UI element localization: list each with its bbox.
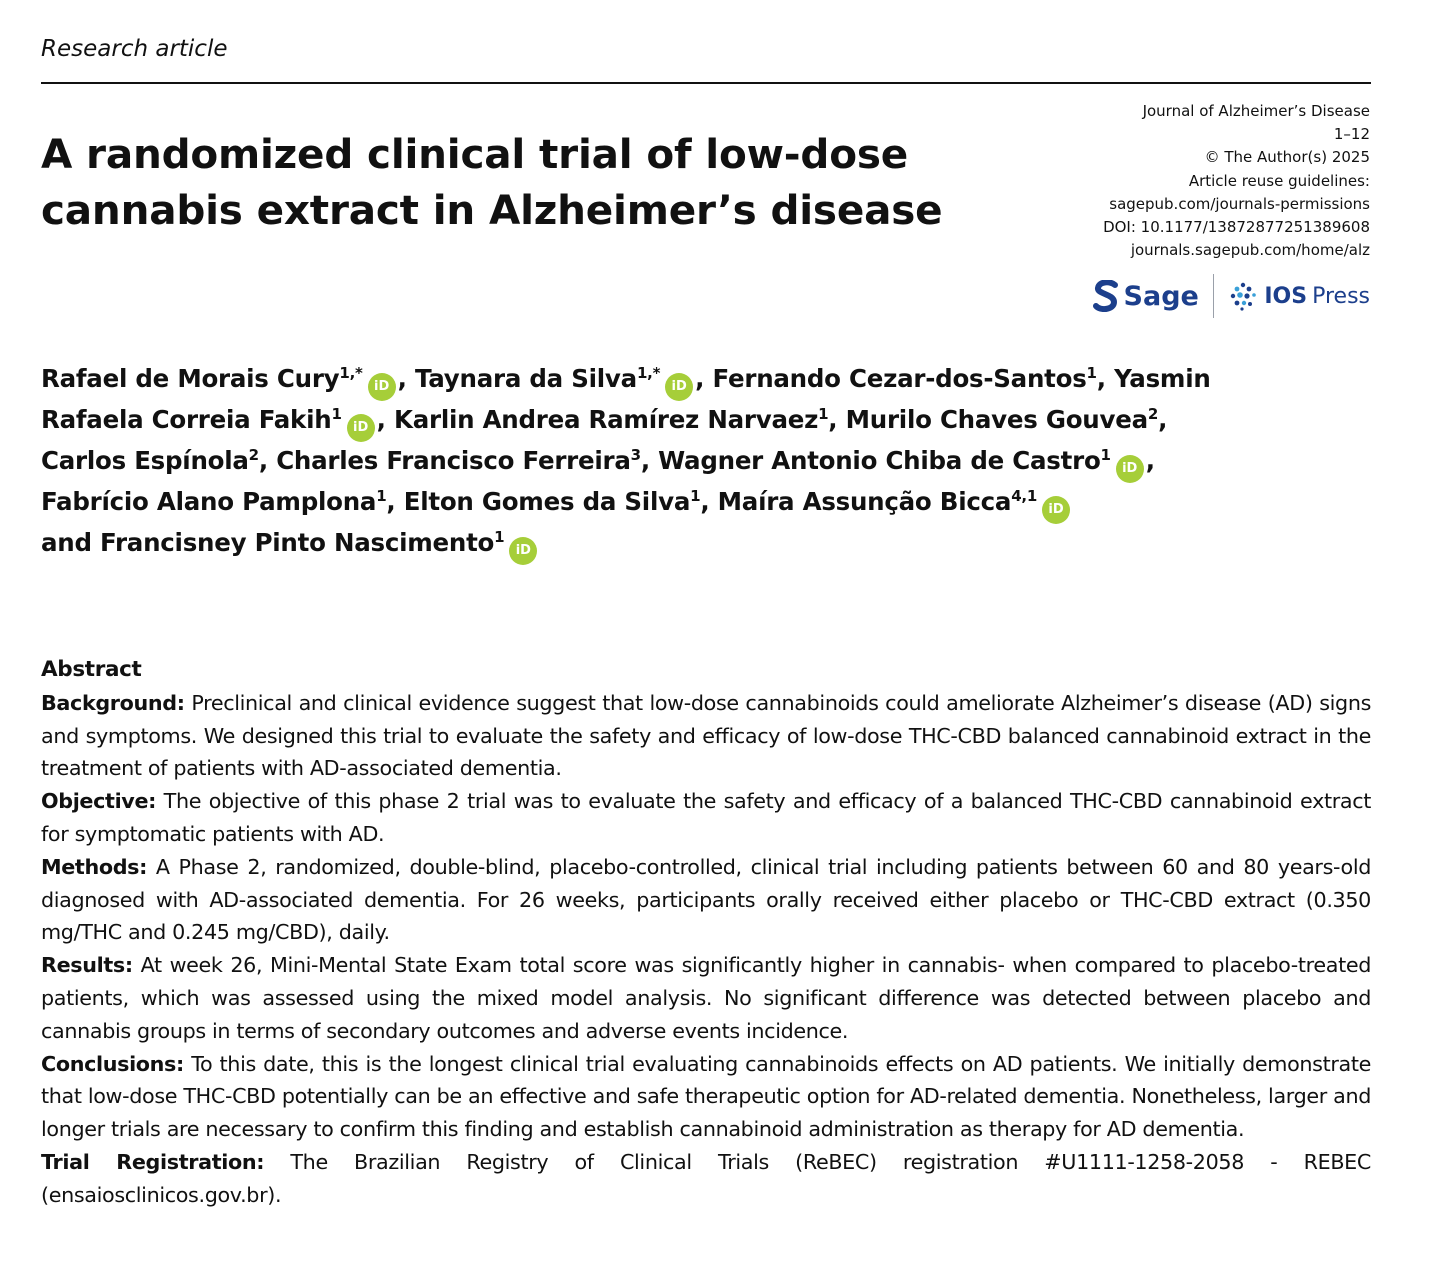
author-affiliation: 1,* xyxy=(636,364,661,382)
doi[interactable]: DOI: 10.1177/13872877251389608 xyxy=(1103,218,1370,237)
abstract-registration xyxy=(41,1146,1371,1212)
orcid-icon[interactable]: iD xyxy=(347,414,375,442)
author-separator: , xyxy=(640,446,659,475)
author-affiliation: 1 xyxy=(690,487,701,505)
publisher-logos xyxy=(1093,272,1370,320)
abstract-methods xyxy=(41,851,1371,949)
author-name: Charles Francisco Ferreira xyxy=(276,446,631,475)
journal-link[interactable]: journals.sagepub.com/home/alz xyxy=(1130,241,1370,260)
ios-wordmark-bold: IOS xyxy=(1264,283,1308,309)
author-affiliation: 1 xyxy=(494,528,505,546)
author-separator: , xyxy=(828,405,846,434)
title-line-1: A randomized clinical trial of low-dose xyxy=(41,130,909,178)
registration-text: The Brazilian Registry of Clinical Trials (ReBEC) registration #U1111-1258-2058 - REBEC (ensaiosclinicos.gov.br). xyxy=(41,1149,1372,1207)
author-separator: , xyxy=(700,487,718,516)
results-label: Results: xyxy=(41,953,133,978)
background-text: Preclinical and clinical evidence suggest that low-dose cannabinoids could ameliorate Alzheimer’s disease (AD) signs and symptoms. We designed this trial to evaluate the safety and efficacy of low-dose THC-CBD balanced cannabinoid extract in the treatment of patients with AD-associated dementia. xyxy=(41,690,1372,781)
author-affiliation: 1 xyxy=(1086,364,1097,382)
author-affiliation: 1 xyxy=(376,487,387,505)
author-affiliation: 1 xyxy=(818,405,829,423)
sage-wordmark: Sage xyxy=(1123,280,1199,312)
page-range: 1–12 xyxy=(1333,125,1370,144)
author-name: Maíra Assunção Bicca xyxy=(717,487,1012,516)
objective-text: The objective of this phase 2 trial was to evaluate the safety and efficacy of a balanced THC-CBD cannabinoid extract for symptomatic patients with AD. xyxy=(41,789,1371,846)
article-title xyxy=(41,126,1001,238)
ios-wordmark-rest: Press xyxy=(1312,283,1370,309)
author-separator: , xyxy=(1145,446,1155,475)
ios-dots-icon xyxy=(1228,281,1258,311)
journal-name: Journal of Alzheimer’s Disease xyxy=(1142,102,1370,120)
author-separator: , xyxy=(397,364,415,393)
copyright: © The Author(s) 2025 xyxy=(1204,148,1370,167)
author-affiliation: 4,1 xyxy=(1011,487,1038,505)
results-text: At week 26, Mini-Mental State Exam total score was significantly higher in cannabis- when compared to placebo-treated patients, which was assessed using the mixed model analysis. No significant difference was detected between placebo and cannabis groups in terms of secondary outcomes and adverse events incidence. xyxy=(41,953,1371,1043)
author-name: Fabrício Alano Pamplona xyxy=(41,487,377,516)
reuse-label: Article reuse guidelines: xyxy=(1188,171,1370,190)
author-name: and Francisney Pinto Nascimento xyxy=(41,528,495,557)
author-list xyxy=(41,360,1381,565)
abstract-objective xyxy=(41,785,1371,851)
author-affiliation: 1 xyxy=(1100,446,1111,464)
author-affiliation: 1,* xyxy=(339,364,363,382)
author-name: Taynara da Silva xyxy=(414,364,637,393)
author-affiliation: 2 xyxy=(248,446,259,464)
author-separator: , xyxy=(376,405,394,434)
author-name: Yasmin xyxy=(1114,364,1211,393)
author-separator: , xyxy=(695,364,713,393)
title-line-2: cannabis extract in Alzheimer’s disease xyxy=(41,186,943,234)
author-name: Fernando Cezar-dos-Santos xyxy=(712,364,1087,393)
methods-label: Methods: xyxy=(41,854,148,879)
conclusions-label: Conclusions: xyxy=(41,1051,184,1076)
author-name: Elton Gomes da Silva xyxy=(403,487,691,516)
author-separator: , xyxy=(1158,405,1168,434)
registration-label: Trial Registration: xyxy=(41,1149,265,1174)
orcid-icon[interactable]: iD xyxy=(1042,496,1070,524)
author-name: Wagner Antonio Chiba de Castro xyxy=(658,446,1101,475)
sage-s-icon xyxy=(1093,280,1119,312)
author-name: Karlin Andrea Ramírez Narvaez xyxy=(393,405,819,434)
author-affiliation: 3 xyxy=(630,446,641,464)
orcid-icon[interactable]: iD xyxy=(1116,455,1144,483)
journal-meta xyxy=(1050,100,1370,262)
abstract-results xyxy=(41,949,1371,1047)
author-name: Rafaela Correia Fakih xyxy=(41,405,332,434)
conclusions-text: To this date, this is the longest clinical trial evaluating cannabinoids effects on AD patients. We initially demonstrate that low-dose THC-CBD potentially can be an effective and safe therapeutic option for AD-related dementia. Nonetheless, larger and longer trials are necessary to confirm this finding and establish cannabinoid administration as therapy for AD dementia. xyxy=(41,1051,1371,1142)
header-rule xyxy=(41,82,1371,84)
abstract-conclusions xyxy=(41,1048,1371,1146)
ios-press-logo xyxy=(1228,281,1370,311)
reuse-link[interactable]: sagepub.com/journals-permissions xyxy=(1109,194,1370,213)
logo-divider xyxy=(1213,274,1215,318)
section-label: Research article xyxy=(41,36,228,62)
abstract-background xyxy=(41,687,1371,785)
author-name: Carlos Espínola xyxy=(41,446,249,475)
author-affiliation: 2 xyxy=(1147,405,1159,423)
author-separator: , xyxy=(258,446,277,475)
author-affiliation: 1 xyxy=(331,405,342,423)
author-name: Murilo Chaves Gouvea xyxy=(845,405,1148,434)
orcid-icon[interactable]: iD xyxy=(665,373,693,401)
author-separator: , xyxy=(1096,364,1115,393)
author-separator: , xyxy=(386,487,404,516)
abstract xyxy=(41,654,1371,1212)
author-name: Rafael de Morais Cury xyxy=(41,364,340,393)
orcid-icon[interactable]: iD xyxy=(509,537,537,565)
sage-logo xyxy=(1093,280,1199,312)
abstract-heading: Abstract xyxy=(41,657,142,682)
methods-text: A Phase 2, randomized, double-blind, placebo-controlled, clinical trial including patients between 60 and 80 years-old diagnosed with AD-associated dementia. For 26 weeks, participants orally received either placebo or THC-CBD extract (0.350 mg/THC and 0.245 mg/CBD), daily. xyxy=(41,854,1371,945)
objective-label: Objective: xyxy=(41,789,157,814)
orcid-icon[interactable]: iD xyxy=(368,373,396,401)
background-label: Background: xyxy=(41,690,185,715)
